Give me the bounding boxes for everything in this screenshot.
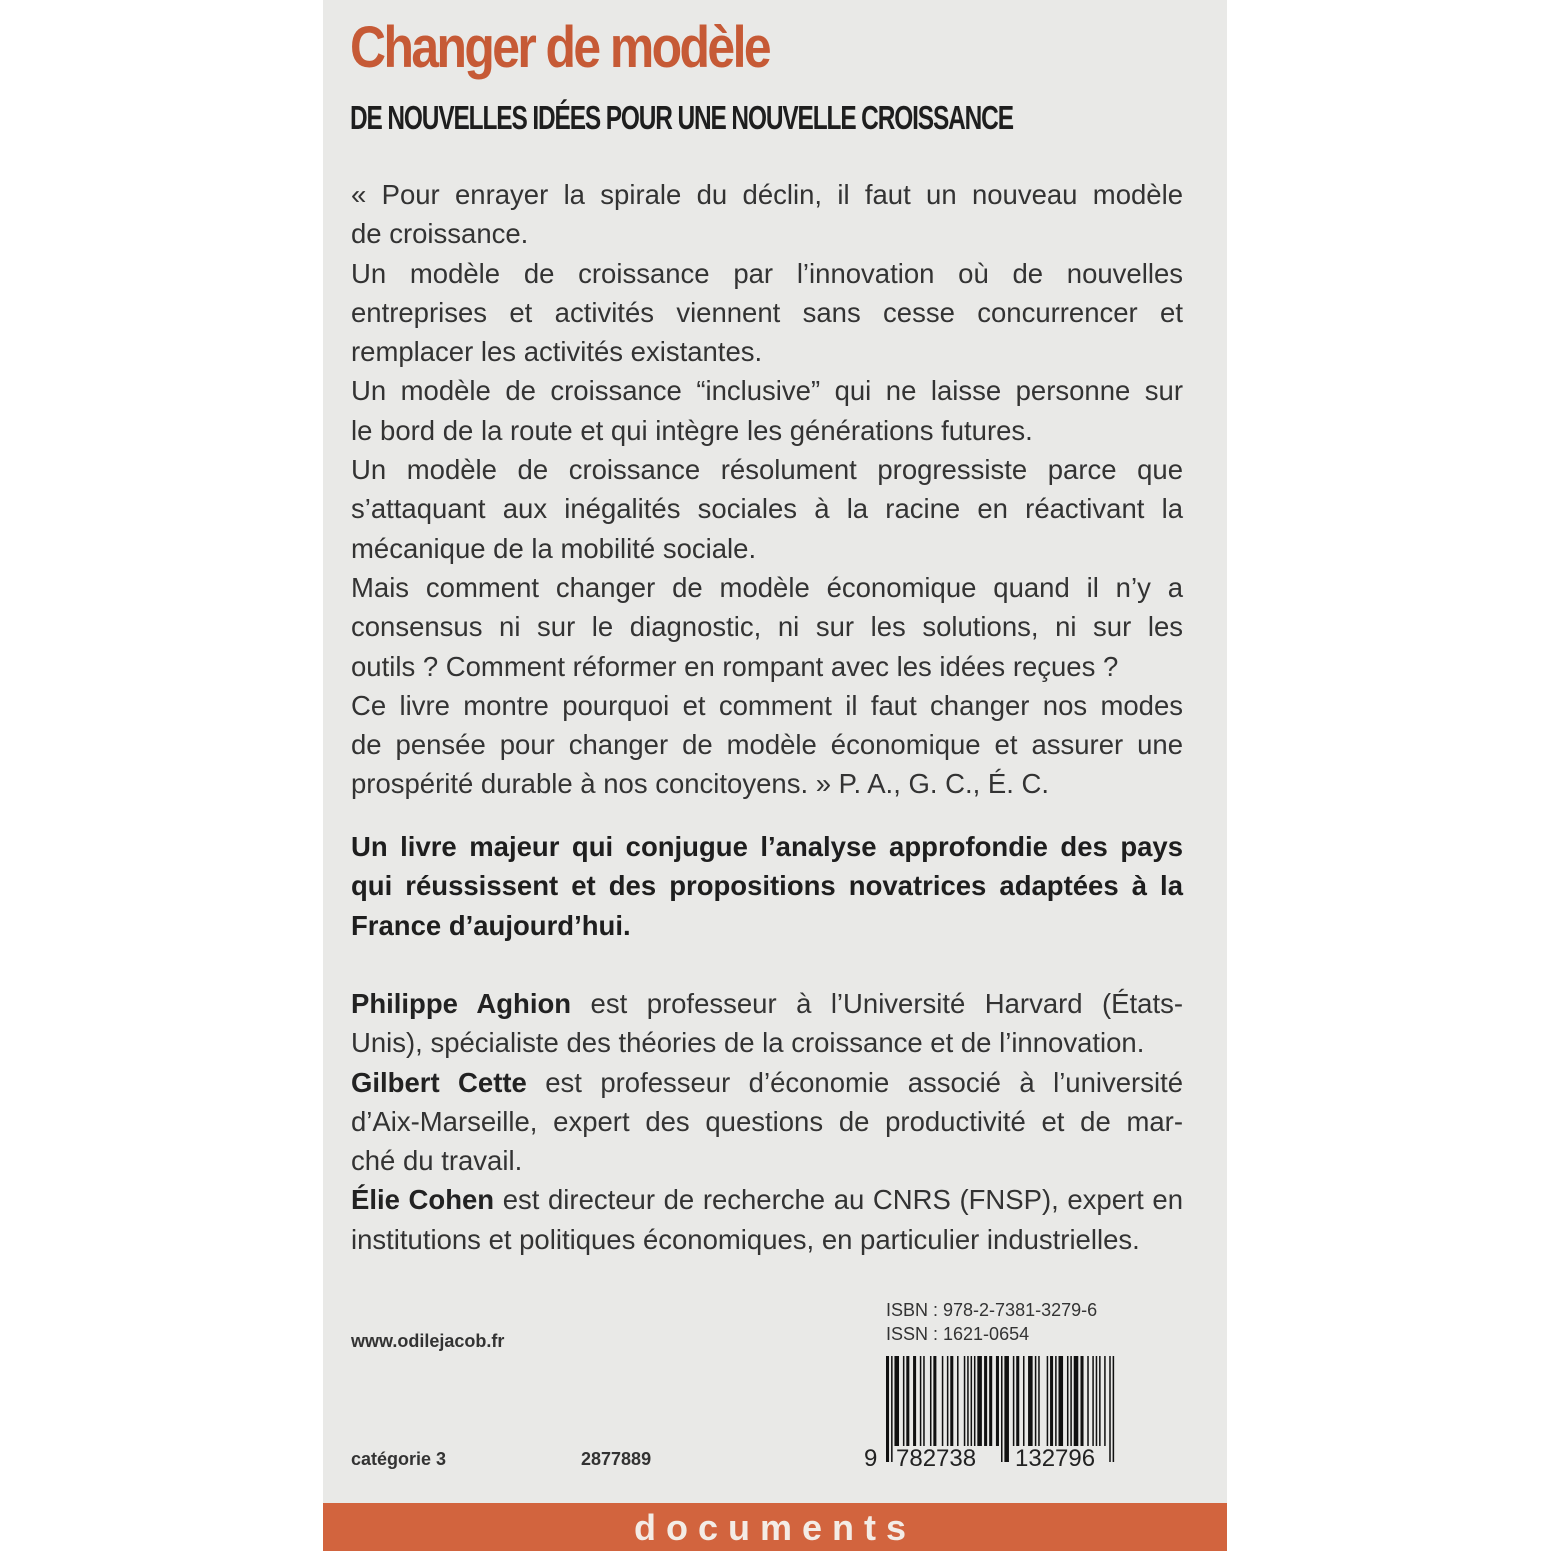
barcode-bar	[950, 1356, 953, 1446]
isbn: ISBN : 978-2-7381-3279-6	[886, 1300, 1098, 1320]
author-bio-text: est directeur de recherche au CNRS (FNSP), expert en	[494, 1184, 1183, 1216]
quote-line: outils ? Comment réformer en rompant avec les idées reçues ?	[351, 650, 1119, 682]
author-bios	[351, 984, 1183, 1259]
tagline	[351, 827, 1183, 945]
barcode-bar	[996, 1356, 999, 1446]
author-name: Philippe Aghion	[351, 988, 572, 1019]
barcode-bar	[957, 1356, 959, 1446]
barcode-bar	[886, 1356, 889, 1462]
author-bio-first-line	[351, 984, 1183, 1023]
quote-line: mécanique de la mobilité sociale.	[351, 532, 757, 564]
barcode-bar	[1080, 1356, 1083, 1446]
author-bio-line: d’Aix-Marseille, expert des questions de productivité et de mar-	[351, 1105, 1183, 1137]
author-name: Gilbert Cette	[351, 1066, 527, 1098]
quote-line: prospérité durable à nos concitoyens. » P. A., G. C., É. C.	[351, 768, 1050, 800]
barcode-right-digits: 132796	[1015, 1445, 1096, 1472]
barcode-bar	[913, 1356, 916, 1446]
barcode-bar	[942, 1356, 944, 1446]
barcode-lead-digit: 9	[864, 1445, 878, 1472]
book-title: Changer de modèle	[350, 15, 770, 80]
quote-line: Un modèle de croissance résolument progressiste parce que	[351, 454, 1183, 486]
barcode-bar	[1109, 1356, 1111, 1462]
barcode-bar	[1059, 1356, 1064, 1446]
barcode-bar	[1047, 1356, 1049, 1446]
barcode-bar	[1004, 1356, 1009, 1462]
quote-line: remplacer les activités existantes.	[351, 336, 763, 368]
blurb-quote	[351, 175, 1183, 804]
barcode-bar	[977, 1356, 982, 1446]
barcode-bar	[894, 1356, 899, 1446]
barcode-bar	[984, 1356, 987, 1446]
author-bio-text: est professeur à l’Université Harvard (États-	[571, 988, 1183, 1019]
book-subtitle: DE NOUVELLES IDÉES POUR UNE NOUVELLE CROISSANCE	[350, 99, 1013, 136]
collection-name: documents	[633, 1507, 917, 1548]
barcode-bar	[903, 1356, 905, 1446]
issn: ISSN : 1621-0654	[886, 1324, 1030, 1344]
barcode-bar	[947, 1356, 949, 1446]
barcode-bar	[923, 1356, 925, 1446]
barcode-bar	[933, 1356, 936, 1446]
barcode-bar	[1013, 1356, 1015, 1446]
barcode-bar	[920, 1356, 922, 1446]
barcode-bar	[891, 1356, 893, 1462]
author-bio-text: est professeur d’économie associé à l’université	[526, 1066, 1184, 1098]
author-bio-first-line	[351, 1180, 1183, 1219]
barcode-bar	[1070, 1356, 1072, 1446]
barcode-bar	[974, 1356, 976, 1446]
quote-line: de croissance.	[351, 218, 529, 250]
barcode-bar	[989, 1356, 992, 1446]
category: catégorie 3	[351, 1449, 447, 1469]
author-bio-line: Unis), spécialiste des théories de la croissance et de l’innovation.	[351, 1027, 1145, 1059]
quote-line: le bord de la route et qui intègre les générations futures.	[351, 414, 1033, 446]
quote-line: Un modèle de croissance par l’innovation où de nouvelles	[351, 257, 1183, 289]
quote-line: Mais comment changer de modèle économique quand il n’y a	[351, 571, 1183, 603]
collection-band	[323, 1503, 1227, 1551]
barcode-bar	[971, 1356, 973, 1446]
barcode-bar	[1104, 1356, 1106, 1446]
barcode-bar	[1016, 1356, 1019, 1446]
barcode-bar	[906, 1356, 909, 1446]
barcode-bar	[1092, 1356, 1094, 1446]
book-back-cover	[323, 0, 1227, 1551]
barcode-bar	[1028, 1356, 1033, 1446]
barcode-bar	[967, 1356, 969, 1446]
quote-line: Un modèle de croissance “inclusive” qui ne laisse personne sur	[351, 375, 1183, 407]
quote-line: consensus ni sur le diagnostic, ni sur les solutions, ni sur les	[351, 611, 1183, 643]
tagline-line: Un livre majeur qui conjugue l’analyse approfondie des pays	[351, 831, 1183, 862]
author-bio-line: ché du travail.	[351, 1145, 523, 1177]
barcode-bar	[1050, 1356, 1053, 1446]
barcode-bar	[964, 1356, 966, 1446]
barcode-bar	[930, 1356, 932, 1446]
barcode-bar	[1113, 1356, 1115, 1462]
quote-line: de pensée pour changer de modèle économique et assurer une	[351, 729, 1183, 761]
barcode-left-digits: 782738	[896, 1445, 977, 1472]
barcode-bar	[1035, 1356, 1037, 1446]
barcode-bar	[1096, 1356, 1098, 1446]
quote-line: Ce livre montre pourquoi et comment il faut changer nos modes	[351, 689, 1183, 721]
author-name: Élie Cohen	[351, 1184, 495, 1216]
product-code: 2877889	[581, 1449, 652, 1469]
quote-line: s’attaquant aux inégalités sociales à la racine en réactivant la	[351, 493, 1183, 525]
barcode-bar	[1038, 1356, 1040, 1446]
author-bio-first-line	[351, 1063, 1183, 1102]
tagline-line: France d’aujourd’hui.	[351, 909, 631, 941]
barcode-bar	[1055, 1356, 1057, 1446]
barcode-bar	[1099, 1356, 1101, 1446]
barcode-bar	[1023, 1356, 1025, 1446]
publisher-website: www.odilejacob.fr	[351, 1331, 505, 1351]
barcode-bar	[1074, 1356, 1079, 1446]
barcode-bar	[1067, 1356, 1069, 1446]
quote-line: entreprises et activités viennent sans cesse concurrencer et	[351, 296, 1183, 328]
quote-line: « Pour enrayer la spirale du déclin, il faut un nouveau modèle	[351, 179, 1183, 210]
barcode-bar	[1001, 1356, 1003, 1462]
barcode-bar	[1087, 1356, 1089, 1446]
author-bio-line: institutions et politiques économiques, en particulier industrielles.	[351, 1223, 1140, 1255]
tagline-line: qui réussissent et des propositions novatrices adaptées à la	[351, 870, 1183, 902]
